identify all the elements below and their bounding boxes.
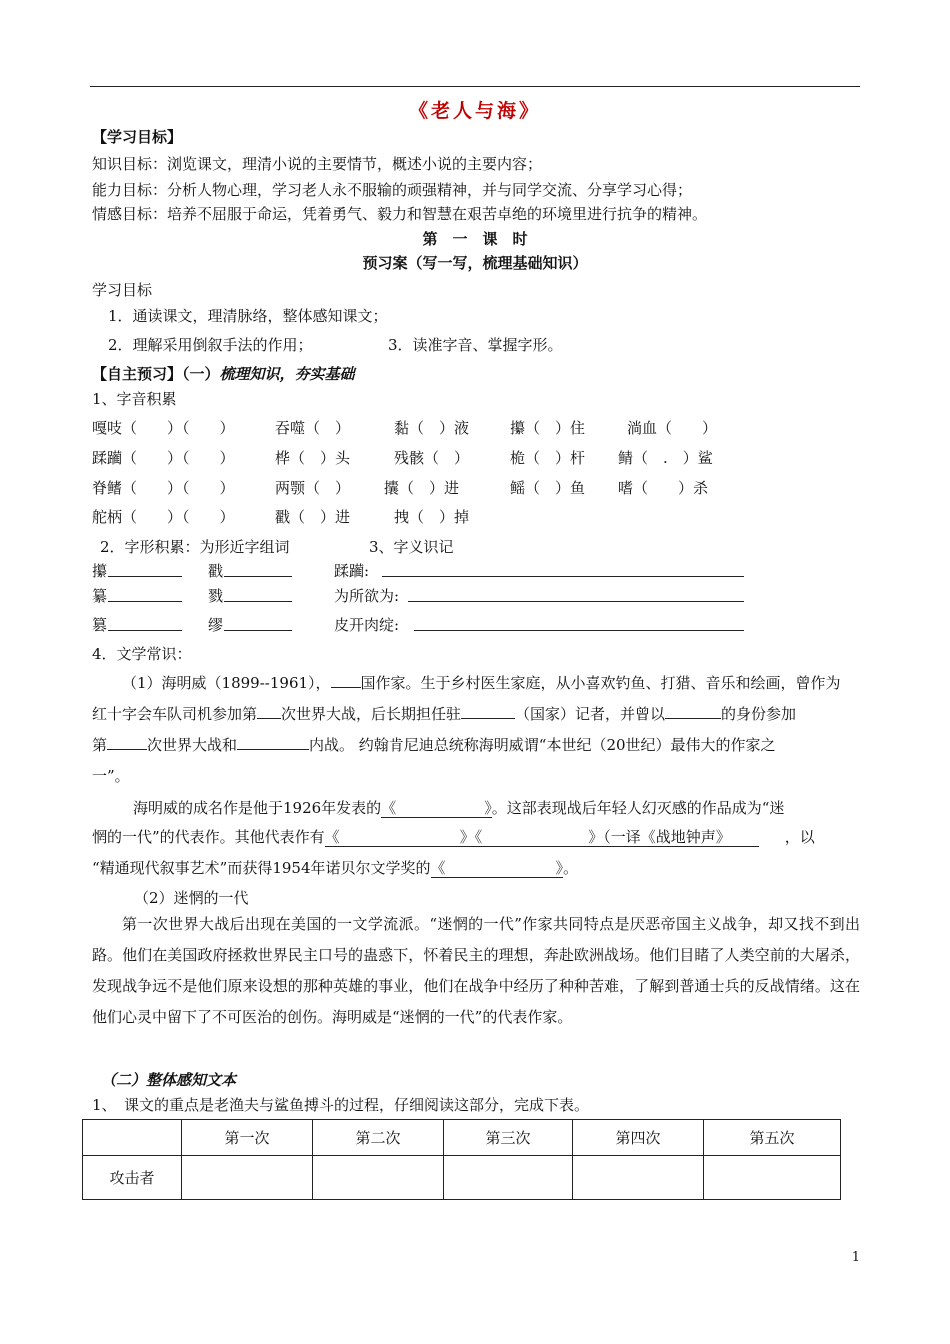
objective-1: 1．通读课文，理清脉络，整体感知课文； — [108, 307, 388, 325]
self-study-heading — [92, 363, 355, 384]
text: 次世界大战，后长期担任驻 — [281, 705, 462, 723]
answer-line[interactable] — [382, 576, 744, 577]
part1-title: 梳理知识，夯实基础 — [219, 365, 355, 383]
blank[interactable] — [237, 735, 309, 750]
goal-ability: 能力目标：分析人物心理，学习老人永不服输的顽强精神，并与同学交流、分享学习心得； — [92, 181, 693, 199]
form-char: 戳 — [208, 562, 224, 580]
text: 的身份参加 — [721, 705, 797, 723]
pron-item: 鳐（ ）鱼 — [510, 479, 586, 497]
lit-p2-line3 — [92, 857, 578, 878]
fight-table — [82, 1119, 841, 1200]
top-rule — [90, 86, 860, 87]
table-header-cell: 第三次 — [444, 1120, 573, 1156]
meaning-term: 蹂躏: — [334, 562, 370, 580]
text: （国家）记者，并曾以 — [515, 705, 666, 723]
meaning-heading: 3、字义识记 — [369, 538, 454, 556]
page-number: 1 — [851, 1250, 860, 1265]
text: 《 — [324, 828, 340, 846]
form-heading: 2．字形积累：为形近字组词 — [100, 538, 290, 556]
page-title: 《老人与海》 — [408, 100, 541, 122]
text: 》 — [555, 859, 564, 877]
answer-line[interactable] — [108, 630, 182, 631]
objective-2: 2．理解采用倒叙手法的作用； — [108, 336, 313, 354]
form-char: 篡 — [92, 616, 108, 634]
text: 》 — [484, 799, 492, 817]
answer-line[interactable] — [408, 601, 744, 602]
table-row-label: 攻击者 — [83, 1156, 182, 1200]
goal-knowledge: 知识目标：浏览课文，理清小说的主要情节，概述小说的主要内容； — [92, 155, 543, 173]
form-char: 攥 — [92, 562, 108, 580]
pron-item: 舵柄（ ）（ ） — [92, 508, 235, 526]
meaning-term: 为所欲为: — [334, 587, 400, 605]
literature-heading: 4．文学常识： — [92, 645, 192, 663]
pron-item: 脊鳍（ ）（ ） — [92, 479, 235, 497]
lost-generation-heading: （2）迷惘的一代 — [134, 889, 249, 907]
lit-p1-line1 — [122, 672, 841, 693]
text: 《 — [430, 859, 446, 877]
table-header-cell: 第二次 — [313, 1120, 444, 1156]
pron-item: 淌血（ ） — [627, 419, 718, 437]
blank[interactable] — [325, 828, 759, 847]
table-header-cell: 第五次 — [704, 1120, 841, 1156]
answer-line[interactable] — [224, 576, 292, 577]
lit-p1-line2 — [92, 703, 796, 724]
pron-item: 鲭（ . ）鲨 — [618, 449, 713, 467]
lesson-heading: 第 一 课 时 — [422, 230, 528, 248]
part2-question: 1、 课文的重点是老渔夫与鲨鱼搏斗的过程，仔细阅读这部分，完成下表。 — [92, 1096, 590, 1114]
text: “精通现代叙事艺术”而获得1954年诺贝尔文学奖的 — [92, 859, 431, 877]
pron-item: 两颚（ ） — [275, 479, 351, 497]
text: 红十字会车队司机参加第 — [92, 705, 258, 723]
text: 。这部表现战后年轻人幻灭感的作品成为“迷 — [491, 799, 785, 817]
text: 次世界大战和 — [147, 736, 238, 754]
text: 国作家。生于乡村医生家庭，从小喜欢钓鱼、打猎、音乐和绘画，曾作为 — [360, 674, 841, 692]
pron-item: 嗜（ ）杀 — [618, 479, 709, 497]
table-header-cell: 第一次 — [182, 1120, 313, 1156]
answer-line[interactable] — [108, 601, 182, 602]
table-header-cell: 第四次 — [573, 1120, 704, 1156]
pron-item: 攥（ ）住 — [510, 419, 586, 437]
lit-p2-line1 — [133, 797, 784, 818]
table-cell[interactable] — [313, 1156, 444, 1200]
answer-line[interactable] — [414, 630, 744, 631]
pron-item: 嘎吱（ ）（ ） — [92, 419, 235, 437]
part1-num: （一） — [182, 365, 220, 383]
part2-heading: （二）整体感知文本 — [101, 1071, 237, 1089]
answer-line[interactable] — [224, 630, 292, 631]
table-cell[interactable] — [573, 1156, 704, 1200]
goals-heading: 【学习目标】 — [92, 128, 183, 146]
blank[interactable] — [665, 704, 721, 719]
answer-line[interactable] — [224, 601, 292, 602]
pron-item: 拽（ ）掉 — [394, 508, 470, 526]
pron-item: 戳（ ）进 — [275, 508, 351, 526]
objectives-label: 学习目标 — [92, 281, 153, 299]
answer-line[interactable] — [108, 576, 182, 577]
blank[interactable] — [431, 859, 564, 878]
form-char: 戮 — [208, 587, 224, 605]
text: 内战。 约翰肯尼迪总统称海明威谓“本世纪（20世纪）最伟大的作家之 — [309, 736, 776, 754]
table-header-row — [83, 1120, 841, 1156]
blank[interactable] — [331, 673, 361, 688]
blank[interactable] — [461, 704, 515, 719]
text: ，以 — [784, 828, 815, 846]
text: 《 — [381, 799, 397, 817]
table-cell[interactable] — [182, 1156, 313, 1200]
blank[interactable] — [257, 704, 281, 719]
text: 海明威的成名作是他于1926年发表的 — [133, 799, 382, 817]
text: 惘的一代”的代表作。其他代表作有 — [92, 828, 325, 846]
meaning-term: 皮开肉绽: — [334, 616, 400, 634]
pron-item: 桅（ ）杆 — [510, 449, 586, 467]
pron-item: 蹂躏（ ）（ ） — [92, 449, 235, 467]
text: 。 — [563, 859, 579, 877]
lit-p1-line4: 一”。 — [92, 767, 130, 785]
pron-item: 攮（ ）进 — [384, 479, 460, 497]
goal-emotion: 情感目标：培养不屈服于命运，凭着勇气、毅力和智慧在艰苦卓绝的环境里进行抗争的精神。 — [92, 205, 708, 223]
pron-heading: 1、字音积累 — [92, 390, 177, 408]
table-cell[interactable] — [704, 1156, 841, 1200]
blank[interactable] — [381, 799, 492, 818]
objective-3: 3．读准字音、掌握字形。 — [388, 336, 563, 354]
pron-item: 桦（ ）头 — [275, 449, 351, 467]
lit-p1-line3 — [92, 734, 776, 755]
form-char: 缪 — [208, 616, 224, 634]
table-row — [83, 1156, 841, 1200]
text: （1）海明威（1899--1961）， — [122, 674, 331, 692]
text: 》《 — [459, 828, 483, 846]
lit-p2-line2 — [92, 826, 815, 847]
pron-item: 残骸（ ） — [394, 449, 470, 467]
text: 》（一译《战地钟声》 — [588, 828, 731, 846]
blank[interactable] — [107, 735, 147, 750]
self-study-label: 【自主预习】 — [92, 365, 183, 383]
lesson-subheading: 预习案（写一写，梳理基础知识） — [362, 254, 588, 272]
pron-item: 黏（ ）液 — [394, 419, 470, 437]
lost-generation-paragraph: 第一次世界大战后出现在美国的一文学流派。“迷惘的一代”作家共同特点是厌恶帝国主义战争，却又找不到出路。他们在美国政府拯救世界民主口号的蛊惑下，怀着民主的理想，奔赴欧洲战场。他们目睹了人类空前的大屠杀，发现战争远不是他们原来设想的那种英雄的事业，他们在战争中经历了种种苦难，了解到普通士兵的反战情绪。这在他们心灵中留下了不可医治的创伤。海明威是“迷惘的一代”的代表作家。 — [92, 915, 860, 1026]
text: 第 — [92, 736, 108, 754]
table-cell[interactable] — [444, 1156, 573, 1200]
table-header-cell — [83, 1120, 182, 1156]
form-char: 纂 — [92, 587, 108, 605]
pron-item: 吞噬（ ） — [275, 419, 351, 437]
